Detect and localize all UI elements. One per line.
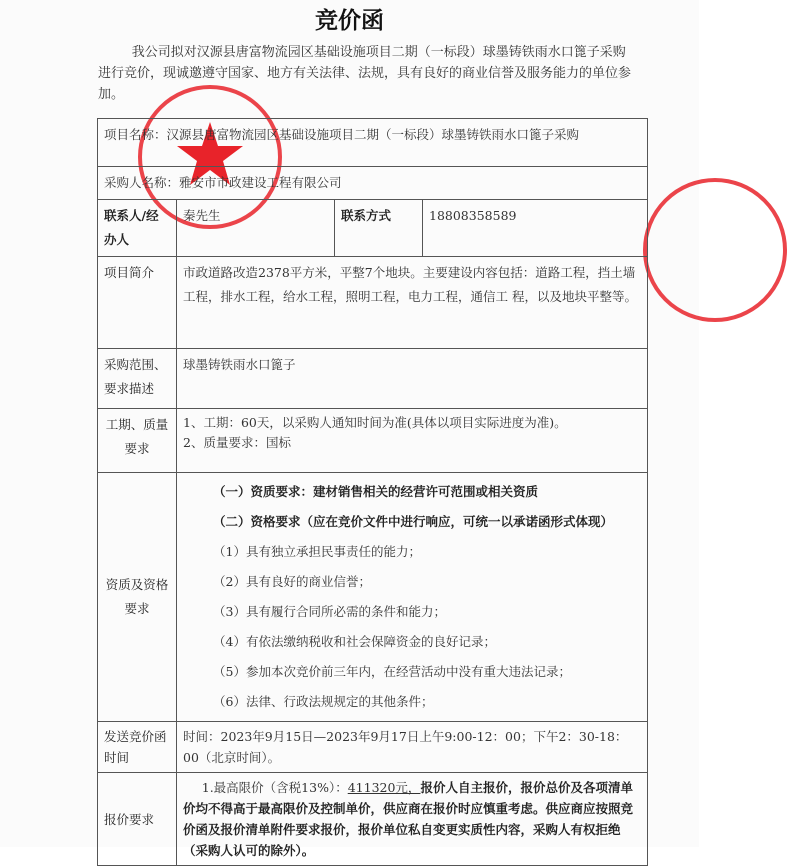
qual-item: （6）法律、行政法规规定的其他条件；: [213, 694, 434, 709]
scope-label: 采购范围、要求描述: [98, 349, 177, 409]
project-name: 汉源县唐富物流园区基础设施项目二期（一标段）球墨铸铁雨水口篦子采购: [166, 127, 580, 142]
qual-item: （二）资格要求（应在竞价文件中进行响应，可统一以承诺函形式体现）: [213, 514, 614, 529]
intro-paragraph: 我公司拟对汉源县唐富物流园区基础设施项目二期（一标段）球墨铸铁雨水口篦子采购进行竞价，现诚邀遵守国家、地方有关法律、法规，具有良好的商业信誉及服务能力的单位参加。: [98, 45, 632, 102]
document-title: 竞价函: [315, 7, 384, 34]
contact: 秦先生: [177, 200, 335, 257]
company-seal-partial: [640, 175, 790, 325]
scope: 球墨铸铁雨水口篦子: [177, 349, 648, 409]
label: 项目名称：: [104, 127, 167, 142]
qual-item: （4）有依法缴纳税收和社会保障资金的良好记录；: [213, 634, 496, 649]
bid-info-table: [97, 118, 648, 866]
period-1: 1、工期：60天，以采购人通知时间为准(具体以项目实际进度为准)。: [183, 415, 567, 430]
period-label: 工期、质量要求: [98, 409, 177, 473]
project-name-cell: [98, 119, 648, 167]
qual-item: （1）具有独立承担民事责任的能力；: [213, 544, 421, 559]
quote-pre: 1.最高限价（含税13%）：: [201, 780, 348, 795]
send-time: 时间：2023年9月15日—2023年9月17日上午9:00-12：00；下午2：30-18：00（北京时间）。: [177, 722, 648, 773]
qual-item: （5）参加本次竞价前三年内，在经营活动中没有重大违法记录；: [213, 664, 571, 679]
quote-rest: 报价人自主报价，报价总价及各项清单价均不得高于最高限价及控制单价，供应商在报价时应慎重考虑。供应商应按照竞价函及报价清单附件要求报价，报价单位私自变更实质性内容，采购人有权拒绝（采购人认可的除外）。: [183, 780, 634, 858]
phone-label: 联系方式: [335, 200, 423, 257]
intro-text: 市政道路改造2378平方米，平整7个地块。主要建设内容包括：道路工程，挡土墙工程，排水工程，给水工程，照明工程，电力工程，通信工 程，以及地块平整等。: [177, 257, 648, 349]
contact-label: 联系人/经办人: [98, 200, 177, 257]
quote-price: 411320元，: [347, 780, 421, 795]
send-label: 发送竞价函时间: [98, 722, 177, 773]
label: 采购人名称：: [104, 175, 180, 190]
qual-label: 资质及资格要求: [98, 473, 177, 722]
quote-label: 报价要求: [98, 773, 177, 866]
qual-item: （一）资质要求：建材销售相关的经营许可范围或相关资质: [213, 484, 539, 499]
purchaser-cell: [98, 167, 648, 200]
qual-item: （2）具有良好的商业信誉；: [213, 574, 371, 589]
phone: 18808358589: [423, 200, 648, 257]
purchaser: 雅安市市政建设工程有限公司: [179, 175, 342, 190]
period-2: 2、质量要求：国标: [183, 435, 291, 450]
intro-label: 项目简介: [98, 257, 177, 349]
qual-item: （3）具有履行合同所必需的条件和能力；: [213, 604, 446, 619]
